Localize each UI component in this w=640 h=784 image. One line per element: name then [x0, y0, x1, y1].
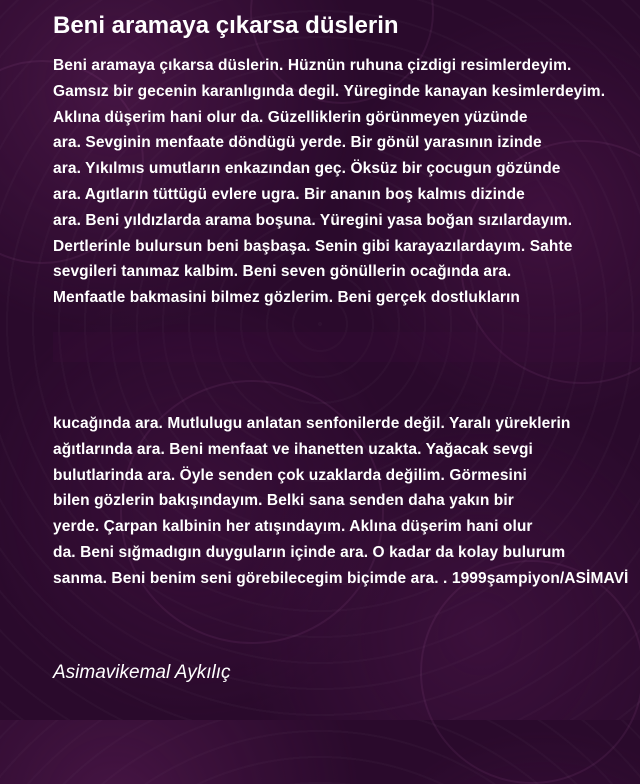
poem-line: ağıtlarında ara. Beni menfaat ve ihanetten uzakta. Yağacak sevgi — [53, 440, 533, 458]
poem-line: kucağında ara. Mutlulugu anlatan senfonilerde değil. Yaralı yüreklerin — [53, 415, 571, 432]
poem-line: Menfaatle bakmasini bilmez gözlerim. Beni gerçek dostlukların — [53, 289, 520, 307]
poem-line: yerde. Çarpan kalbinin her atışındayım. Aklına düşerim hani olur — [53, 518, 533, 536]
poem-line: bilen gözlerin bakışındayım. Belki sana senden daha yakın bir — [53, 492, 514, 510]
poem-stanza-2 — [53, 411, 640, 592]
ornament-circle — [420, 560, 640, 784]
poem-line: Aklına düşerim hani olur da. Güzelliklerin görünmeyen yüzünde — [53, 108, 528, 126]
poem-stanza-1 — [53, 53, 640, 311]
poem-line: Dertlerinle bulursun beni başbaşa. Senin gibi karayazılardayım. Sahte — [53, 237, 573, 255]
poem-line: Gamsız bir gecenin karanlıgında degil. Yüreginde kanayan kesimlerdeyim. — [53, 82, 606, 100]
poem-line: ara. Beni yıldızlarda arama boşuna. Yüregini yasa boğan sızılardayım. — [53, 211, 573, 229]
poem-line: sevgileri tanımaz kalbim. Beni seven gönüllerin ocağında ara. — [53, 263, 512, 281]
stanza-gap — [53, 332, 640, 362]
poem-line: ara. Agıtların tüttügü evlere ugra. Bir ananın boş kalmıs dizinde — [53, 185, 525, 203]
poem-title: Beni aramaya çıkarsa düslerin — [53, 12, 399, 39]
poem-line: sanma. Beni benim seni görebilecegim biçimde ara. . 1999şampiyon/ASİMAVİ — [53, 569, 629, 587]
poem-line: bulutlarinda ara. Öyle senden çok uzaklarda değilim. Görmesini — [53, 466, 527, 484]
poem-line: da. Beni sığmadıgın duyguların içinde ara. O kadar da kolay bulurum — [53, 543, 566, 561]
poem-author: Asimavikemal Aykılıç — [53, 662, 231, 683]
poem-line: ara. Sevginin menfaate döndügü yerde. Bir gönül yarasının izinde — [53, 134, 542, 152]
poem-line: Beni aramaya çıkarsa düslerin. Hüznün ruhuna çizdigi resimlerdeyim. — [53, 57, 572, 74]
poem-line: ara. Yıkılmıs umutların enkazından geç. Öksüz bir çocugun gözünde — [53, 160, 561, 178]
